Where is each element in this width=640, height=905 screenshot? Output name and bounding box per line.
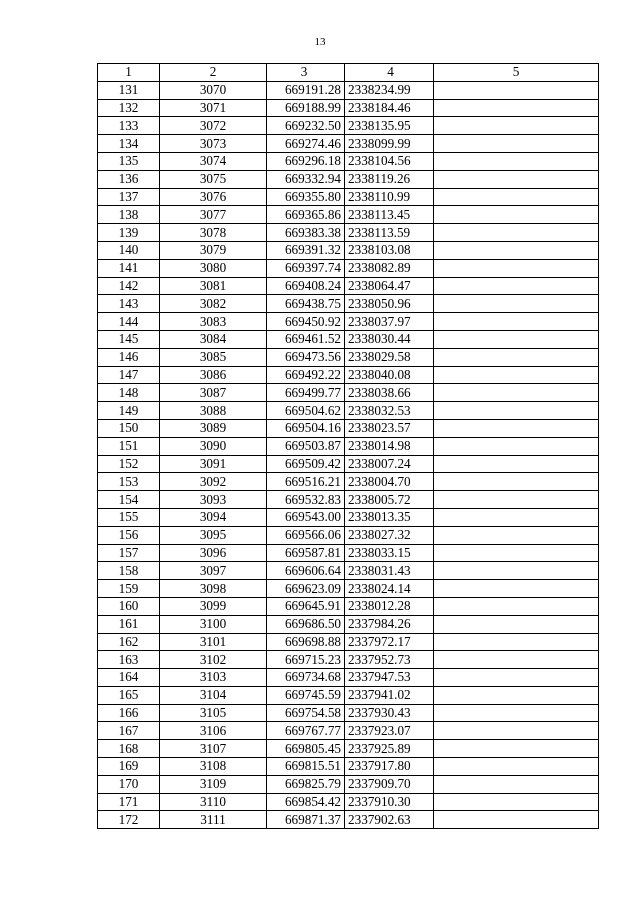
- note-cell: [434, 758, 599, 776]
- point-id-cell: 3071: [160, 99, 267, 117]
- row-number-cell: 163: [98, 651, 160, 669]
- point-id-cell: 3086: [160, 366, 267, 384]
- coordinates-table: [97, 63, 599, 829]
- row-number-cell: 143: [98, 295, 160, 313]
- point-id-cell: 3105: [160, 704, 267, 722]
- table-row: [98, 455, 599, 473]
- y-coordinate-cell: 2338113.59: [345, 224, 434, 242]
- y-coordinate-cell: 2338005.72: [345, 491, 434, 509]
- x-coordinate-cell: 669532.83: [267, 491, 345, 509]
- x-coordinate-cell: 669686.50: [267, 615, 345, 633]
- point-id-cell: 3085: [160, 348, 267, 366]
- point-id-cell: 3098: [160, 580, 267, 598]
- note-cell: [434, 615, 599, 633]
- note-cell: [434, 775, 599, 793]
- table-row: [98, 206, 599, 224]
- table-body: [98, 81, 599, 828]
- y-coordinate-cell: 2338110.99: [345, 188, 434, 206]
- y-coordinate-cell: 2338029.58: [345, 348, 434, 366]
- note-cell: [434, 224, 599, 242]
- y-coordinate-cell: 2337923.07: [345, 722, 434, 740]
- note-cell: [434, 651, 599, 669]
- note-cell: [434, 811, 599, 829]
- table-row: [98, 437, 599, 455]
- note-cell: [434, 580, 599, 598]
- point-id-cell: 3103: [160, 669, 267, 687]
- x-coordinate-cell: 669871.37: [267, 811, 345, 829]
- x-coordinate-cell: 669365.86: [267, 206, 345, 224]
- row-number-cell: 152: [98, 455, 160, 473]
- y-coordinate-cell: 2338004.70: [345, 473, 434, 491]
- column-header-1: 1: [98, 64, 160, 82]
- row-number-cell: 148: [98, 384, 160, 402]
- point-id-cell: 3109: [160, 775, 267, 793]
- row-number-cell: 139: [98, 224, 160, 242]
- note-cell: [434, 508, 599, 526]
- y-coordinate-cell: 2338234.99: [345, 81, 434, 99]
- table-row: [98, 597, 599, 615]
- point-id-cell: 3076: [160, 188, 267, 206]
- point-id-cell: 3078: [160, 224, 267, 242]
- table-row: [98, 81, 599, 99]
- y-coordinate-cell: 2338099.99: [345, 135, 434, 153]
- table-row: [98, 384, 599, 402]
- y-coordinate-cell: 2338014.98: [345, 437, 434, 455]
- note-cell: [434, 473, 599, 491]
- x-coordinate-cell: 669504.16: [267, 419, 345, 437]
- point-id-cell: 3099: [160, 597, 267, 615]
- x-coordinate-cell: 669503.87: [267, 437, 345, 455]
- y-coordinate-cell: 2338023.57: [345, 419, 434, 437]
- note-cell: [434, 526, 599, 544]
- note-cell: [434, 188, 599, 206]
- row-number-cell: 169: [98, 758, 160, 776]
- table-row: [98, 188, 599, 206]
- table-row: [98, 366, 599, 384]
- x-coordinate-cell: 669805.45: [267, 740, 345, 758]
- table-row: [98, 259, 599, 277]
- x-coordinate-cell: 669815.51: [267, 758, 345, 776]
- note-cell: [434, 348, 599, 366]
- row-number-cell: 151: [98, 437, 160, 455]
- row-number-cell: 170: [98, 775, 160, 793]
- row-number-cell: 155: [98, 508, 160, 526]
- table-row: [98, 295, 599, 313]
- table-row: [98, 526, 599, 544]
- note-cell: [434, 704, 599, 722]
- point-id-cell: 3080: [160, 259, 267, 277]
- column-header-4: 4: [345, 64, 434, 82]
- y-coordinate-cell: 2338027.32: [345, 526, 434, 544]
- y-coordinate-cell: 2338135.95: [345, 117, 434, 135]
- table-row: [98, 152, 599, 170]
- table-row: [98, 508, 599, 526]
- note-cell: [434, 99, 599, 117]
- x-coordinate-cell: 669645.91: [267, 597, 345, 615]
- note-cell: [434, 544, 599, 562]
- point-id-cell: 3094: [160, 508, 267, 526]
- table-row: [98, 686, 599, 704]
- point-id-cell: 3087: [160, 384, 267, 402]
- row-number-cell: 138: [98, 206, 160, 224]
- table-row: [98, 402, 599, 420]
- x-coordinate-cell: 669296.18: [267, 152, 345, 170]
- point-id-cell: 3092: [160, 473, 267, 491]
- x-coordinate-cell: 669767.77: [267, 722, 345, 740]
- x-coordinate-cell: 669734.68: [267, 669, 345, 687]
- point-id-cell: 3107: [160, 740, 267, 758]
- table-row: [98, 562, 599, 580]
- note-cell: [434, 366, 599, 384]
- x-coordinate-cell: 669232.50: [267, 117, 345, 135]
- x-coordinate-cell: 669698.88: [267, 633, 345, 651]
- point-id-cell: 3096: [160, 544, 267, 562]
- point-id-cell: 3110: [160, 793, 267, 811]
- note-cell: [434, 686, 599, 704]
- x-coordinate-cell: 669473.56: [267, 348, 345, 366]
- table-row: [98, 704, 599, 722]
- note-cell: [434, 402, 599, 420]
- table-row: [98, 117, 599, 135]
- y-coordinate-cell: 2337909.70: [345, 775, 434, 793]
- x-coordinate-cell: 669391.32: [267, 241, 345, 259]
- table-row: [98, 544, 599, 562]
- point-id-cell: 3095: [160, 526, 267, 544]
- point-id-cell: 3088: [160, 402, 267, 420]
- row-number-cell: 144: [98, 313, 160, 331]
- x-coordinate-cell: 669516.21: [267, 473, 345, 491]
- row-number-cell: 146: [98, 348, 160, 366]
- row-number-cell: 164: [98, 669, 160, 687]
- point-id-cell: 3104: [160, 686, 267, 704]
- y-coordinate-cell: 2338113.45: [345, 206, 434, 224]
- table-row: [98, 99, 599, 117]
- row-number-cell: 158: [98, 562, 160, 580]
- note-cell: [434, 455, 599, 473]
- point-id-cell: 3084: [160, 330, 267, 348]
- row-number-cell: 140: [98, 241, 160, 259]
- table-row: [98, 722, 599, 740]
- y-coordinate-cell: 2337917.80: [345, 758, 434, 776]
- note-cell: [434, 669, 599, 687]
- point-id-cell: 3070: [160, 81, 267, 99]
- x-coordinate-cell: 669383.38: [267, 224, 345, 242]
- note-cell: [434, 135, 599, 153]
- table-row: [98, 491, 599, 509]
- y-coordinate-cell: 2338012.28: [345, 597, 434, 615]
- point-id-cell: 3097: [160, 562, 267, 580]
- row-number-cell: 131: [98, 81, 160, 99]
- table-header: [98, 64, 599, 82]
- point-id-cell: 3083: [160, 313, 267, 331]
- table-row: [98, 277, 599, 295]
- x-coordinate-cell: 669623.09: [267, 580, 345, 598]
- table-row: [98, 775, 599, 793]
- point-id-cell: 3108: [160, 758, 267, 776]
- point-id-cell: 3082: [160, 295, 267, 313]
- x-coordinate-cell: 669274.46: [267, 135, 345, 153]
- y-coordinate-cell: 2338031.43: [345, 562, 434, 580]
- note-cell: [434, 241, 599, 259]
- y-coordinate-cell: 2338007.24: [345, 455, 434, 473]
- table-row: [98, 651, 599, 669]
- point-id-cell: 3100: [160, 615, 267, 633]
- y-coordinate-cell: 2338038.66: [345, 384, 434, 402]
- row-number-cell: 133: [98, 117, 160, 135]
- x-coordinate-cell: 669504.62: [267, 402, 345, 420]
- x-coordinate-cell: 669745.59: [267, 686, 345, 704]
- point-id-cell: 3111: [160, 811, 267, 829]
- x-coordinate-cell: 669509.42: [267, 455, 345, 473]
- x-coordinate-cell: 669499.77: [267, 384, 345, 402]
- note-cell: [434, 793, 599, 811]
- x-coordinate-cell: 669566.06: [267, 526, 345, 544]
- table-row: [98, 313, 599, 331]
- y-coordinate-cell: 2337952.73: [345, 651, 434, 669]
- y-coordinate-cell: 2337941.02: [345, 686, 434, 704]
- y-coordinate-cell: 2338050.96: [345, 295, 434, 313]
- table-row: [98, 615, 599, 633]
- x-coordinate-cell: 669461.52: [267, 330, 345, 348]
- y-coordinate-cell: 2338024.14: [345, 580, 434, 598]
- x-coordinate-cell: 669543.00: [267, 508, 345, 526]
- row-number-cell: 142: [98, 277, 160, 295]
- table-row: [98, 473, 599, 491]
- table-row: [98, 740, 599, 758]
- table-row: [98, 135, 599, 153]
- x-coordinate-cell: 669450.92: [267, 313, 345, 331]
- note-cell: [434, 491, 599, 509]
- y-coordinate-cell: 2337984.26: [345, 615, 434, 633]
- point-id-cell: 3089: [160, 419, 267, 437]
- y-coordinate-cell: 2338184.46: [345, 99, 434, 117]
- x-coordinate-cell: 669754.58: [267, 704, 345, 722]
- note-cell: [434, 206, 599, 224]
- point-id-cell: 3106: [160, 722, 267, 740]
- table-row: [98, 348, 599, 366]
- row-number-cell: 156: [98, 526, 160, 544]
- x-coordinate-cell: 669825.79: [267, 775, 345, 793]
- row-number-cell: 141: [98, 259, 160, 277]
- y-coordinate-cell: 2337910.30: [345, 793, 434, 811]
- y-coordinate-cell: 2338040.08: [345, 366, 434, 384]
- header-row: [98, 64, 599, 82]
- row-number-cell: 136: [98, 170, 160, 188]
- row-number-cell: 153: [98, 473, 160, 491]
- note-cell: [434, 633, 599, 651]
- x-coordinate-cell: 669408.24: [267, 277, 345, 295]
- row-number-cell: 161: [98, 615, 160, 633]
- x-coordinate-cell: 669355.80: [267, 188, 345, 206]
- note-cell: [434, 152, 599, 170]
- row-number-cell: 166: [98, 704, 160, 722]
- note-cell: [434, 437, 599, 455]
- table-row: [98, 669, 599, 687]
- y-coordinate-cell: 2337972.17: [345, 633, 434, 651]
- row-number-cell: 167: [98, 722, 160, 740]
- y-coordinate-cell: 2338030.44: [345, 330, 434, 348]
- row-number-cell: 147: [98, 366, 160, 384]
- point-id-cell: 3101: [160, 633, 267, 651]
- x-coordinate-cell: 669188.99: [267, 99, 345, 117]
- point-id-cell: 3074: [160, 152, 267, 170]
- x-coordinate-cell: 669438.75: [267, 295, 345, 313]
- x-coordinate-cell: 669191.28: [267, 81, 345, 99]
- point-id-cell: 3079: [160, 241, 267, 259]
- point-id-cell: 3102: [160, 651, 267, 669]
- y-coordinate-cell: 2338032.53: [345, 402, 434, 420]
- row-number-cell: 159: [98, 580, 160, 598]
- point-id-cell: 3091: [160, 455, 267, 473]
- note-cell: [434, 170, 599, 188]
- y-coordinate-cell: 2338013.35: [345, 508, 434, 526]
- point-id-cell: 3072: [160, 117, 267, 135]
- table-row: [98, 580, 599, 598]
- row-number-cell: 162: [98, 633, 160, 651]
- note-cell: [434, 313, 599, 331]
- y-coordinate-cell: 2338104.56: [345, 152, 434, 170]
- row-number-cell: 172: [98, 811, 160, 829]
- table-row: [98, 224, 599, 242]
- point-id-cell: 3073: [160, 135, 267, 153]
- row-number-cell: 149: [98, 402, 160, 420]
- y-coordinate-cell: 2337902.63: [345, 811, 434, 829]
- y-coordinate-cell: 2337947.53: [345, 669, 434, 687]
- x-coordinate-cell: 669587.81: [267, 544, 345, 562]
- y-coordinate-cell: 2338064.47: [345, 277, 434, 295]
- y-coordinate-cell: 2338037.97: [345, 313, 434, 331]
- y-coordinate-cell: 2338119.26: [345, 170, 434, 188]
- table-row: [98, 758, 599, 776]
- note-cell: [434, 330, 599, 348]
- x-coordinate-cell: 669332.94: [267, 170, 345, 188]
- x-coordinate-cell: 669397.74: [267, 259, 345, 277]
- x-coordinate-cell: 669606.64: [267, 562, 345, 580]
- point-id-cell: 3075: [160, 170, 267, 188]
- table-row: [98, 170, 599, 188]
- x-coordinate-cell: 669854.42: [267, 793, 345, 811]
- note-cell: [434, 419, 599, 437]
- note-cell: [434, 597, 599, 615]
- column-header-3: 3: [267, 64, 345, 82]
- y-coordinate-cell: 2338033.15: [345, 544, 434, 562]
- row-number-cell: 150: [98, 419, 160, 437]
- row-number-cell: 168: [98, 740, 160, 758]
- row-number-cell: 145: [98, 330, 160, 348]
- y-coordinate-cell: 2338103.08: [345, 241, 434, 259]
- x-coordinate-cell: 669492.22: [267, 366, 345, 384]
- row-number-cell: 135: [98, 152, 160, 170]
- note-cell: [434, 562, 599, 580]
- note-cell: [434, 295, 599, 313]
- row-number-cell: 134: [98, 135, 160, 153]
- point-id-cell: 3081: [160, 277, 267, 295]
- row-number-cell: 132: [98, 99, 160, 117]
- y-coordinate-cell: 2338082.89: [345, 259, 434, 277]
- row-number-cell: 165: [98, 686, 160, 704]
- note-cell: [434, 384, 599, 402]
- table-row: [98, 633, 599, 651]
- row-number-cell: 154: [98, 491, 160, 509]
- x-coordinate-cell: 669715.23: [267, 651, 345, 669]
- column-header-2: 2: [160, 64, 267, 82]
- row-number-cell: 137: [98, 188, 160, 206]
- table-row: [98, 419, 599, 437]
- table-row: [98, 793, 599, 811]
- table-row: [98, 241, 599, 259]
- page-number: 13: [314, 36, 326, 48]
- table-row: [98, 811, 599, 829]
- note-cell: [434, 722, 599, 740]
- column-header-5: 5: [434, 64, 599, 82]
- point-id-cell: 3077: [160, 206, 267, 224]
- y-coordinate-cell: 2337925.89: [345, 740, 434, 758]
- point-id-cell: 3090: [160, 437, 267, 455]
- note-cell: [434, 277, 599, 295]
- row-number-cell: 157: [98, 544, 160, 562]
- note-cell: [434, 81, 599, 99]
- note-cell: [434, 740, 599, 758]
- table-row: [98, 330, 599, 348]
- note-cell: [434, 117, 599, 135]
- point-id-cell: 3093: [160, 491, 267, 509]
- y-coordinate-cell: 2337930.43: [345, 704, 434, 722]
- note-cell: [434, 259, 599, 277]
- row-number-cell: 171: [98, 793, 160, 811]
- row-number-cell: 160: [98, 597, 160, 615]
